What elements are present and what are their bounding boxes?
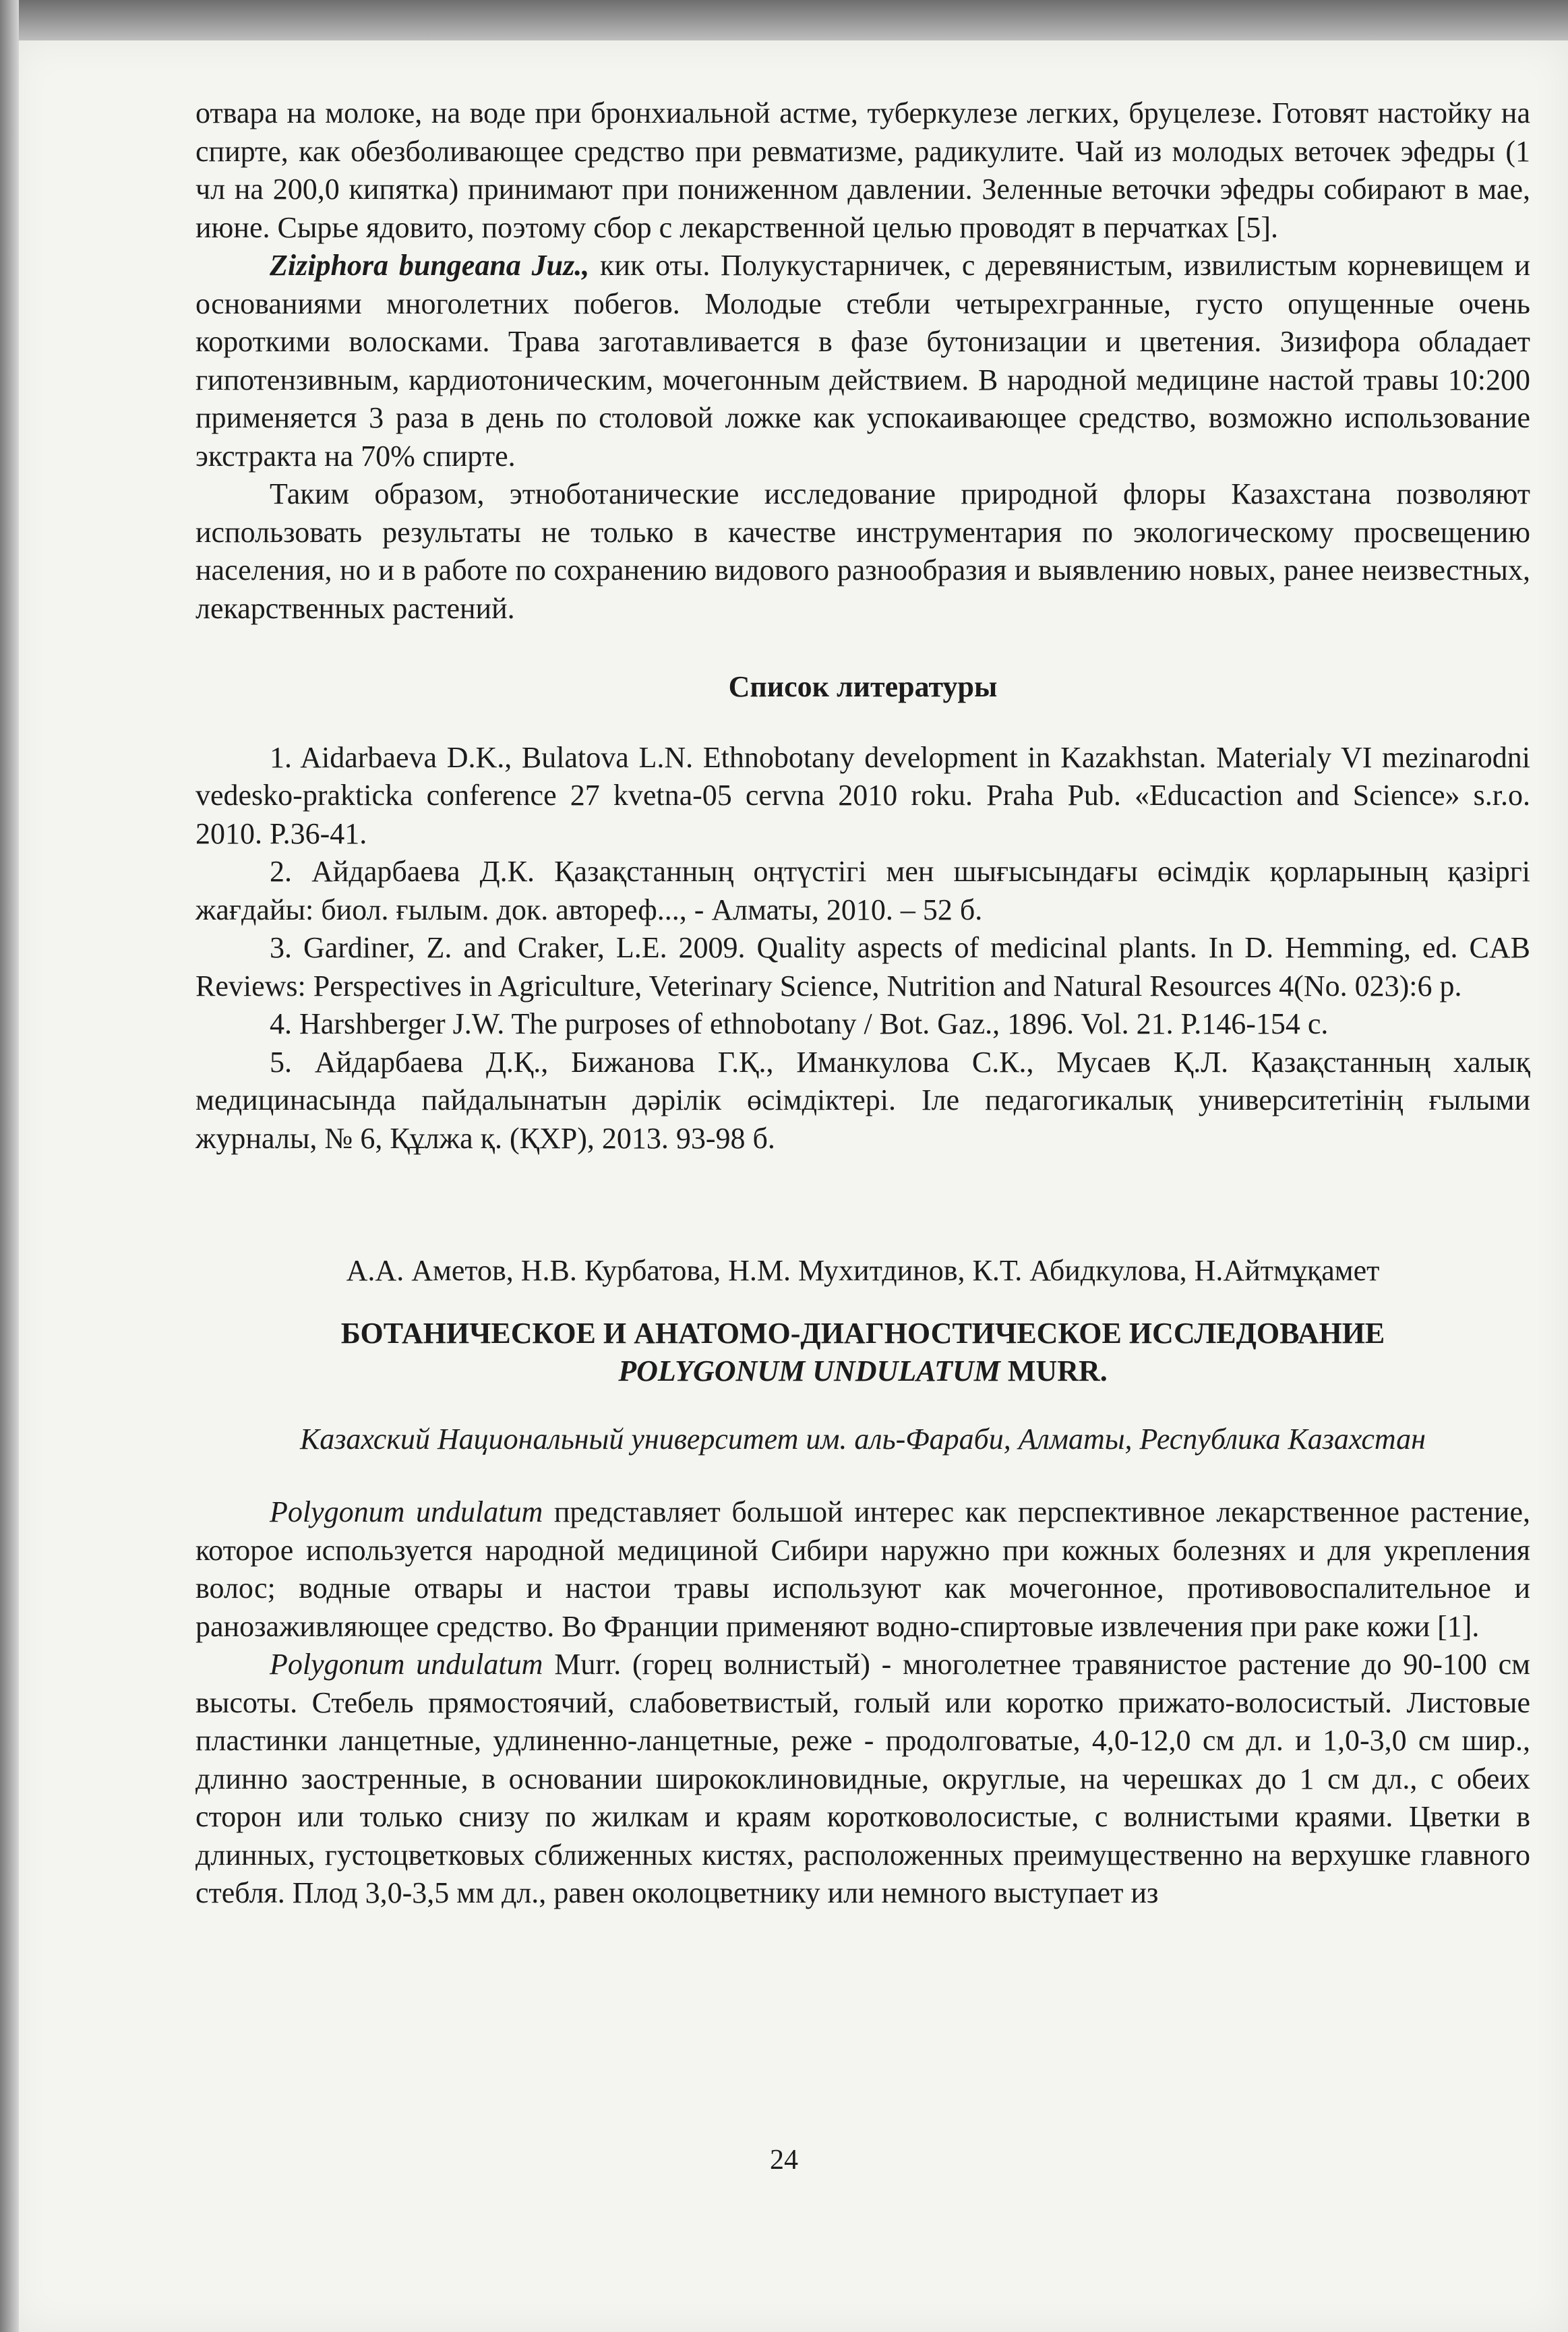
- paragraph-intro: [195, 1493, 1530, 1646]
- reference-item: 3. Gardiner, Z. and Craker, L.E. 2009. Quality aspects of medicinal plants. In D. Hemming, ed. CAB Reviews: Perspectives in Agriculture, Veterinary Science, Nutrition and Natural Resources 4(No. 023):6 p.: [195, 931, 1530, 1003]
- references-heading: Список литературы: [728, 670, 998, 703]
- title-species-name: POLYGONUM UNDULATUM: [618, 1354, 1000, 1387]
- paragraph-conclusion: Таким образом, этноботанические исследование природной флоры Казахстана позволяют использовать результаты не только в качестве инструментария по экологическому просвещению населения, но и в работе по сохранению видового разнообразия и выявлению новых, ранее неизвестных, лекарственных растений.: [195, 477, 1530, 625]
- reference-item: 4. Harshberger J.W. The purposes of ethnobotany / Bot. Gaz., 1896. Vol. 21. P.146-154 c.: [270, 1007, 1329, 1040]
- reference-item: 2. Айдарбаева Д.К. Қазақстанның оңтүстігі мен шығысындағы өсімдік қорларының қазіргі жағдайы: биол. ғылым. док. автореф..., - Алматы, 2010. – 52 б.: [195, 855, 1530, 926]
- paragraph-ephedra: отвара на молоке, на воде при бронхиальной астме, туберкулезе легких, бруцелезе. Готовят настойку на спирте, как обезболивающее средство при ревматизме, радикулите. Чай из молодых веточек эфедры (1 чл на 200,0 кипятка) принимают при пониженном давлении. Зеленные веточки эфедры собирают в мае, июне. Сырье ядовито, поэтому сбор с лекарственной целью проводят в перчатках [5].: [195, 96, 1530, 244]
- paragraph-ziziphora: [195, 247, 1530, 475]
- paragraph-description: [195, 1646, 1530, 1913]
- article-affiliation: Казахский Национальный университет им. аль-Фараби, Алматы, Республика Казахстан: [299, 1422, 1426, 1456]
- paragraph-text: представляет большой интерес как перспективное лекарственное растение, которое используется народной медициной Сибири наружно при кожных болезнях и для укрепления волос; водные отвары и настои травы используют как мочегонное, противовоспалительное и ранозаживляющее средство. Во Франции применяют водно-спиртовые извлечения при раке кожи [1].: [195, 1495, 1530, 1643]
- article-title: БОТАНИЧЕСКОЕ И АНАТОМО-ДИАГНОСТИЧЕСКОЕ ИССЛЕДОВАНИЕ: [340, 1316, 1385, 1350]
- paragraph-text: кик оты. Полукустарничек, с деревянистым, извилистым корневищем и основаниями многолетних побегов. Молодые стебли четырехгранные, густо опущенные очень короткими волосками. Трава заготавливается в фазе бутонизации и цветения. Зизифора обладает гипотензивным, кардиотоническим, мочегонным действием. В народной медицине настой травы 10:200 применяется 3 раза в день по столовой ложке как успокаивающее средство, возможно использование экстракта на 70% спирте.: [195, 249, 1530, 473]
- page-body: [195, 94, 1530, 1913]
- article-title-species: [195, 1352, 1530, 1391]
- reference-item: 1. Aidarbaeva D.K., Bulatova L.N. Ethnobotany development in Kazakhstan. Materialy VI mezinarodni vedesko-prakticka conference 27 kvetna-05 cervna 2010 roku. Praha Pub. «Educaction and Science» s.r.o. 2010. P.36-41.: [195, 740, 1530, 850]
- species-name: Ziziphora bungeana Juz.,: [270, 249, 590, 282]
- paragraph-text: Murr. (горец волнистый) - многолетнее травянистое растение до 90-100 см высоты. Стебель прямостоячий, слабоветвистый, голый или коротко прижато-волосистый. Листовые пластинки ланцетные, удлиненно-ланцетные, реже - продолговатые, 4,0-12,0 см дл. и 1,0-3,0 см шир., длинно заостренные, в основании ширококлиновидные, округлые, на черешках до 1 см дл., с обеих сторон или только снизу по жилкам и краям коротковолосистые, с волнистыми краями. Цветки в длинных, густоцветковых сближенных кистях, расположенных преимущественно на верхушке главного стебля. Плод 3,0-3,5 мм дл., равен околоцветнику или немного выступает из: [195, 1648, 1531, 1909]
- species-name: Polygonum undulatum: [270, 1495, 543, 1528]
- page-number: 24: [770, 2145, 798, 2176]
- article-authors: А.А. Аметов, Н.В. Курбатова, Н.М. Мухитдинов, К.Т. Абидкулова, Н.Айтмұқамет: [346, 1254, 1380, 1287]
- reference-item: 5. Айдарбаева Д.Қ., Бижанова Г.Қ., Иманкулова С.К., Мусаев Қ.Л. Қазақстанның халық медицинасында пайдалынатын дәрілік өсімдіктері. Іле педагогикалық университетінің ғылыми журналы, № 6, Құлжа қ. (ҚХР), 2013. 93-98 б.: [195, 1045, 1530, 1155]
- scan-left-edge: [0, 0, 19, 2332]
- title-species-author: MURR.: [1000, 1354, 1108, 1387]
- species-name: Polygonum undulatum: [270, 1648, 543, 1681]
- scan-top-edge: [0, 0, 1568, 40]
